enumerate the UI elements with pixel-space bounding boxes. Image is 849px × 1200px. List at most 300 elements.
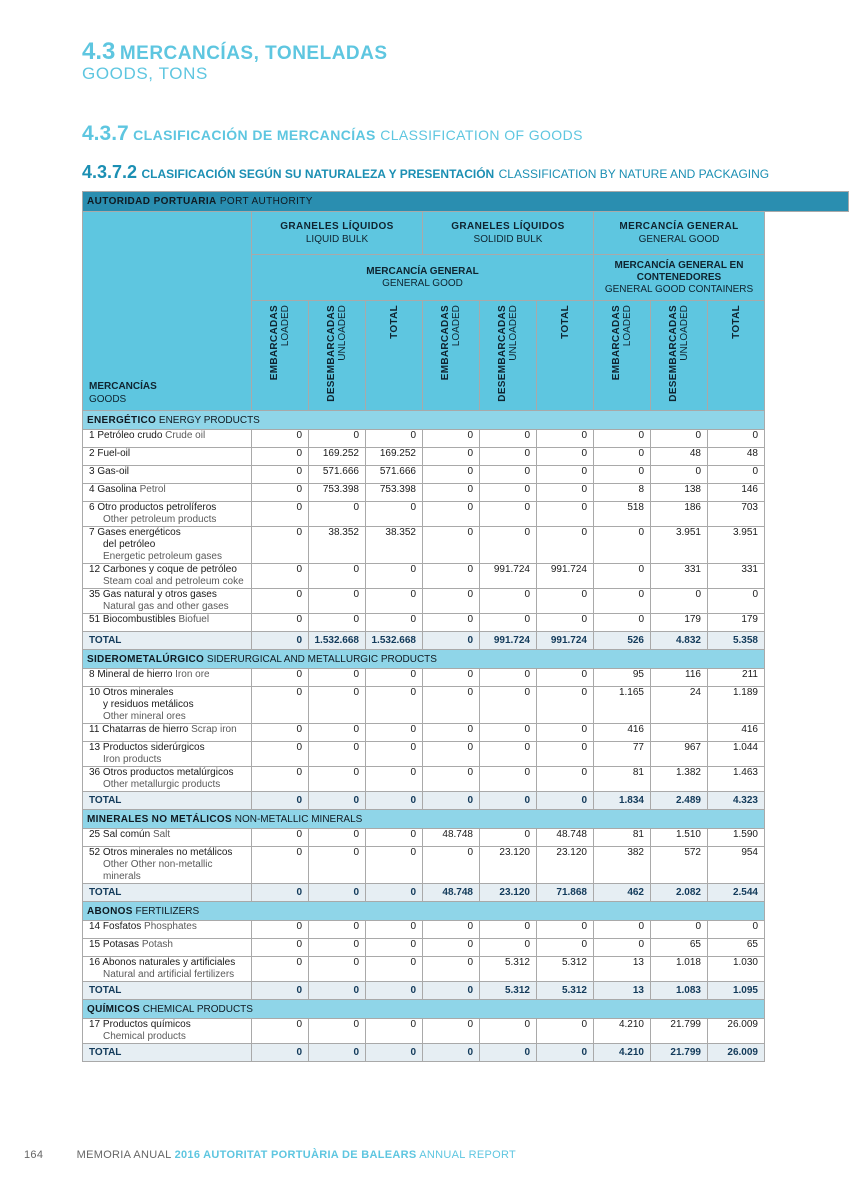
goods-name-en: Other Other non-metallic minerals [103, 859, 213, 882]
value-cell: 81 [594, 767, 651, 792]
category-name-es: QUÍMICOS [87, 1003, 140, 1015]
value-cell: 0 [537, 466, 594, 484]
total-value: 0 [423, 792, 480, 810]
category-name-en: SIDERURGICAL AND METALLURGIC PRODUCTS [206, 653, 437, 665]
goods-name-es: 1 Petróleo crudo [89, 430, 163, 441]
value-cell: 0 [252, 527, 309, 564]
value-cell: 0 [309, 724, 366, 742]
column-header-text [269, 305, 291, 380]
column-header-text [440, 305, 462, 380]
value-cell: 0 [309, 957, 366, 982]
value-cell: 48.748 [537, 829, 594, 847]
value-cell: 0 [252, 484, 309, 502]
authority-label-es: AUTORIDAD PORTUARIA [87, 196, 217, 207]
value-cell: 0 [651, 921, 708, 939]
value-cell: 0 [366, 430, 423, 448]
value-cell: 0 [252, 957, 309, 982]
table-title-es: CLASIFICACIÓN SEGÚN SU NATURALEZA Y PRESENTACIÓN [141, 167, 495, 181]
category-row [83, 411, 849, 430]
value-cell: 0 [537, 589, 594, 614]
total-value: 4.323 [708, 792, 765, 810]
value-cell: 0 [537, 742, 594, 767]
value-cell: 0 [480, 724, 537, 742]
goods-name-en: Iron products [103, 754, 162, 765]
section-number: 4.3 [82, 38, 116, 65]
column-header-es: DESEMBARCADAS [668, 305, 679, 402]
table-row [83, 687, 849, 724]
value-cell: 0 [708, 589, 765, 614]
value-cell: 48 [651, 448, 708, 466]
value-cell: 0 [309, 921, 366, 939]
section-title-en: GOODS, TONS [82, 64, 208, 83]
goods-name [83, 921, 252, 939]
total-value: 0 [423, 632, 480, 650]
value-cell: 0 [480, 742, 537, 767]
goods-name [83, 767, 252, 792]
table-row [83, 1019, 849, 1044]
row-blank [765, 687, 849, 724]
goods-name-es: 25 Sal común [89, 829, 151, 840]
goods-name-es: 3 Gas-oil [89, 466, 130, 477]
value-cell: 0 [537, 1019, 594, 1044]
column-header-en: LOADED [451, 305, 462, 347]
category-label [83, 411, 765, 430]
table-title-en: CLASSIFICATION BY NATURE AND PACKAGING [498, 167, 770, 181]
total-blank [765, 792, 849, 810]
value-cell: 416 [708, 724, 765, 742]
value-cell: 0 [366, 847, 423, 884]
subgroup-header-en: GENERAL GOOD [382, 277, 463, 289]
total-value: 0 [309, 884, 366, 902]
value-cell: 138 [651, 484, 708, 502]
value-cell: 0 [252, 669, 309, 687]
table-row [83, 614, 849, 632]
table-row [83, 527, 849, 564]
value-cell: 0 [423, 742, 480, 767]
column-header-unloaded [309, 301, 366, 411]
total-value: 1.834 [594, 792, 651, 810]
value-cell: 0 [537, 687, 594, 724]
value-cell: 0 [537, 527, 594, 564]
row-blank [765, 502, 849, 527]
value-cell: 65 [708, 939, 765, 957]
value-cell: 382 [594, 847, 651, 884]
value-cell: 0 [309, 589, 366, 614]
column-header-es: DESEMBARCADAS [326, 305, 337, 402]
authority-row [83, 192, 849, 212]
value-cell: 991.724 [537, 564, 594, 589]
goods-name-en: Crude oil [165, 430, 206, 441]
value-cell: 169.252 [309, 448, 366, 466]
value-cell: 0 [423, 527, 480, 564]
total-value: 4.210 [594, 1044, 651, 1062]
total-value: 4.832 [651, 632, 708, 650]
goods-name [83, 484, 252, 502]
total-value: 0 [423, 982, 480, 1000]
value-cell: 753.398 [309, 484, 366, 502]
goods-classification-table [82, 191, 849, 1062]
total-label: TOTAL [83, 982, 252, 1000]
value-cell: 169.252 [366, 448, 423, 466]
page-number: 164 [24, 1149, 44, 1161]
column-header-total [537, 301, 594, 411]
goods-name-en: Salt [152, 829, 171, 840]
total-value: 526 [594, 632, 651, 650]
table-row [83, 847, 849, 884]
goods-name-en: Biofuel [178, 614, 210, 625]
value-cell: 81 [594, 829, 651, 847]
value-cell: 0 [309, 939, 366, 957]
goods-name-es: 35 Gas natural y otros gases [89, 589, 217, 600]
value-cell: 0 [537, 430, 594, 448]
total-value: 5.312 [537, 982, 594, 1000]
value-cell: 0 [537, 669, 594, 687]
total-value: 1.095 [708, 982, 765, 1000]
total-value: 0 [252, 982, 309, 1000]
group-header-en: GENERAL GOOD [638, 234, 720, 245]
total-value: 1.532.668 [309, 632, 366, 650]
category-blank [765, 902, 849, 921]
goods-name-en: Petrol [139, 484, 166, 495]
goods-name-es: 7 Gases energéticos [89, 527, 181, 538]
goods-name-es: 51 Biocombustibles [89, 614, 176, 625]
value-cell: 0 [480, 589, 537, 614]
row-blank [765, 614, 849, 632]
value-cell: 23.120 [537, 847, 594, 884]
value-cell: 416 [594, 724, 651, 742]
value-cell: 4.210 [594, 1019, 651, 1044]
row-blank [765, 939, 849, 957]
total-row [83, 792, 849, 810]
goods-name-es-cont: del petróleo [103, 539, 156, 550]
total-value: 5.312 [480, 982, 537, 1000]
subsection-title-es: CLASIFICACIÓN DE MERCANCÍAS [133, 127, 376, 143]
goods-name [83, 448, 252, 466]
goods-name-en: Potash [141, 939, 173, 950]
goods-name-en: Natural and artificial fertilizers [103, 969, 235, 980]
value-cell: 0 [423, 957, 480, 982]
total-value: 0 [480, 792, 537, 810]
value-cell: 0 [366, 669, 423, 687]
value-cell: 211 [708, 669, 765, 687]
value-cell: 0 [309, 614, 366, 632]
value-cell: 0 [480, 614, 537, 632]
category-row [83, 810, 849, 829]
value-cell: 1.018 [651, 957, 708, 982]
value-cell: 0 [594, 614, 651, 632]
value-cell: 0 [651, 466, 708, 484]
value-cell: 1.189 [708, 687, 765, 724]
total-value: 21.799 [651, 1044, 708, 1062]
value-cell: 0 [537, 939, 594, 957]
value-cell: 0 [480, 687, 537, 724]
category-name-es: SIDEROMETALÚRGICO [87, 653, 205, 665]
category-label [83, 810, 765, 829]
column-header-text [560, 305, 571, 339]
column-header-en: UNLOADED [508, 305, 519, 361]
value-cell: 0 [309, 564, 366, 589]
column-header-text [731, 305, 742, 339]
value-cell: 0 [480, 527, 537, 564]
value-cell: 0 [366, 767, 423, 792]
total-row [83, 884, 849, 902]
value-cell: 0 [480, 502, 537, 527]
value-cell: 571.666 [366, 466, 423, 484]
value-cell: 0 [480, 767, 537, 792]
row-blank [765, 847, 849, 884]
value-cell: 1.044 [708, 742, 765, 767]
value-cell: 3.951 [651, 527, 708, 564]
value-cell: 0 [480, 484, 537, 502]
total-value: 991.724 [537, 632, 594, 650]
column-header-text [668, 305, 690, 402]
footer-right: ANNUAL REPORT [419, 1149, 517, 1161]
goods-name-en: Phosphates [144, 921, 197, 932]
value-cell: 0 [480, 448, 537, 466]
value-cell: 8 [594, 484, 651, 502]
column-header-loaded [252, 301, 309, 411]
table-row [83, 564, 849, 589]
category-blank [765, 650, 849, 669]
value-cell: 0 [537, 502, 594, 527]
value-cell: 0 [252, 502, 309, 527]
value-cell: 0 [537, 614, 594, 632]
value-cell: 0 [366, 1019, 423, 1044]
category-name-en: CHEMICAL PRODUCTS [142, 1003, 253, 1015]
value-cell: 116 [651, 669, 708, 687]
total-value: 13 [594, 982, 651, 1000]
goods-name [83, 687, 252, 724]
value-cell: 0 [423, 921, 480, 939]
goods-name [83, 502, 252, 527]
goods-name-es: 11 Chatarras de hierro [89, 724, 189, 735]
category-row [83, 1000, 849, 1019]
row-blank [765, 589, 849, 614]
value-cell: 0 [537, 921, 594, 939]
value-cell: 48 [708, 448, 765, 466]
value-cell: 0 [366, 687, 423, 724]
value-cell: 24 [651, 687, 708, 724]
table-row [83, 767, 849, 792]
total-value: 0 [309, 982, 366, 1000]
goods-name [83, 957, 252, 982]
category-row [83, 650, 849, 669]
subgroup-header-en: GENERAL GOOD CONTAINERS [604, 283, 754, 295]
total-label: TOTAL [83, 792, 252, 810]
value-cell: 0 [480, 1019, 537, 1044]
row-blank [765, 742, 849, 767]
category-label [83, 650, 765, 669]
goods-header-en: GOODS [89, 394, 127, 405]
category-row [83, 902, 849, 921]
value-cell: 13 [594, 957, 651, 982]
value-cell: 954 [708, 847, 765, 884]
value-cell: 0 [309, 669, 366, 687]
section-heading [82, 38, 388, 84]
row-blank [765, 1019, 849, 1044]
value-cell: 0 [651, 430, 708, 448]
total-value: 1.083 [651, 982, 708, 1000]
table-row [83, 448, 849, 466]
goods-name-es: 52 Otros minerales no metálicos [89, 847, 233, 858]
goods-name-es-cont: y residuos metálicos [103, 699, 194, 710]
value-cell: 0 [423, 564, 480, 589]
goods-name-es: 13 Productos siderúrgicos [89, 742, 205, 753]
value-cell: 48.748 [423, 829, 480, 847]
value-cell: 3.951 [708, 527, 765, 564]
value-cell: 0 [423, 669, 480, 687]
header-blank [765, 212, 849, 411]
value-cell: 0 [366, 564, 423, 589]
category-blank [765, 1000, 849, 1019]
goods-name-en: Chemical products [103, 1031, 186, 1042]
total-blank [765, 884, 849, 902]
goods-name [83, 527, 252, 564]
total-value: 5.358 [708, 632, 765, 650]
goods-name-en: Other mineral ores [103, 711, 186, 722]
value-cell: 0 [537, 448, 594, 466]
value-cell: 0 [708, 921, 765, 939]
value-cell: 1.165 [594, 687, 651, 724]
value-cell: 0 [252, 921, 309, 939]
value-cell: 77 [594, 742, 651, 767]
value-cell: 0 [309, 687, 366, 724]
total-value: 2.082 [651, 884, 708, 902]
goods-name-en: Other petroleum products [103, 514, 217, 525]
value-cell: 0 [252, 614, 309, 632]
table-row [83, 939, 849, 957]
goods-name-es: 36 Otros productos metalúrgicos [89, 767, 234, 778]
value-cell: 0 [480, 829, 537, 847]
value-cell: 0 [480, 430, 537, 448]
value-cell: 1.463 [708, 767, 765, 792]
goods-name-es: 8 Mineral de hierro [89, 669, 173, 680]
value-cell: 331 [651, 564, 708, 589]
goods-name-en: Natural gas and other gases [103, 601, 229, 612]
goods-name-en: Scrap iron [191, 724, 237, 735]
total-value: 0 [480, 1044, 537, 1062]
total-value: 26.009 [708, 1044, 765, 1062]
value-cell: 0 [423, 466, 480, 484]
value-cell: 0 [252, 742, 309, 767]
value-cell: 21.799 [651, 1019, 708, 1044]
total-value: 0 [366, 982, 423, 1000]
value-cell [651, 724, 708, 742]
column-header-text [389, 305, 400, 339]
value-cell: 0 [594, 589, 651, 614]
value-cell: 1.510 [651, 829, 708, 847]
value-cell: 0 [252, 724, 309, 742]
table-row [83, 829, 849, 847]
subgroup-header-es: MERCANCÍA GENERAL [366, 265, 479, 277]
column-header-loaded [594, 301, 651, 411]
value-cell: 38.352 [309, 527, 366, 564]
goods-name-en: Other metallurgic products [103, 779, 221, 790]
value-cell: 1.382 [651, 767, 708, 792]
row-blank [765, 669, 849, 687]
value-cell: 0 [423, 430, 480, 448]
total-value: 0 [252, 632, 309, 650]
value-cell: 179 [651, 614, 708, 632]
category-name-en: NON-METALLIC MINERALS [234, 813, 363, 825]
value-cell: 703 [708, 502, 765, 527]
value-cell: 0 [480, 939, 537, 957]
value-cell: 95 [594, 669, 651, 687]
column-header-loaded [423, 301, 480, 411]
table-row [83, 724, 849, 742]
value-cell: 146 [708, 484, 765, 502]
value-cell: 0 [252, 1019, 309, 1044]
group-header-liquid-bulk [252, 212, 423, 255]
table-row [83, 589, 849, 614]
column-header-en: UNLOADED [337, 305, 348, 361]
category-label [83, 1000, 765, 1019]
value-cell: 0 [252, 847, 309, 884]
goods-name-es: 15 Potasas [89, 939, 140, 950]
value-cell: 0 [423, 589, 480, 614]
row-blank [765, 724, 849, 742]
table-row [83, 921, 849, 939]
column-header-text [611, 305, 633, 380]
row-blank [765, 527, 849, 564]
value-cell: 0 [423, 847, 480, 884]
value-cell: 0 [366, 589, 423, 614]
column-header-es: EMBARCADAS [269, 305, 280, 381]
goods-name [83, 847, 252, 884]
total-value: 0 [252, 884, 309, 902]
column-header-en: LOADED [622, 305, 633, 347]
value-cell: 0 [366, 724, 423, 742]
goods-name-en: Steam coal and petroleum coke [103, 576, 244, 587]
group-header-es: MERCANCÍA GENERAL [619, 221, 739, 232]
table-row [83, 430, 849, 448]
goods-name-es: 2 Fuel-oil [89, 448, 131, 459]
total-blank [765, 982, 849, 1000]
value-cell: 0 [423, 614, 480, 632]
row-blank [765, 484, 849, 502]
row-blank [765, 466, 849, 484]
total-value: 23.120 [480, 884, 537, 902]
total-value: 0 [423, 1044, 480, 1062]
value-cell: 5.312 [537, 957, 594, 982]
page-footer [24, 1149, 516, 1161]
footer-left: MEMORIA ANUAL [76, 1149, 172, 1161]
category-name-es: MINERALES NO METÁLICOS [87, 813, 232, 825]
goods-name-es: 12 Carbones y coque de petróleo [89, 564, 237, 575]
table-row [83, 957, 849, 982]
subgroup-header-es: MERCANCÍA GENERAL EN CONTENEDORES [614, 259, 744, 283]
value-cell: 0 [252, 687, 309, 724]
group-header-solid-bulk [423, 212, 594, 255]
group-header-en: LIQUID BULK [305, 234, 369, 245]
table-row [83, 502, 849, 527]
goods-name-en: Iron ore [175, 669, 210, 680]
column-header-en: LOADED [280, 305, 291, 347]
table-number: 4.3.7.2 [82, 162, 138, 182]
value-cell: 991.724 [480, 564, 537, 589]
column-header-unloaded [651, 301, 708, 411]
goods-header-es: MERCANCÍAS [89, 381, 157, 392]
total-value: 2.489 [651, 792, 708, 810]
category-blank [765, 411, 849, 430]
value-cell: 0 [594, 921, 651, 939]
total-row [83, 982, 849, 1000]
value-cell: 0 [537, 484, 594, 502]
total-blank [765, 1044, 849, 1062]
goods-name [83, 939, 252, 957]
subsection-heading [82, 122, 583, 146]
value-cell: 0 [252, 466, 309, 484]
